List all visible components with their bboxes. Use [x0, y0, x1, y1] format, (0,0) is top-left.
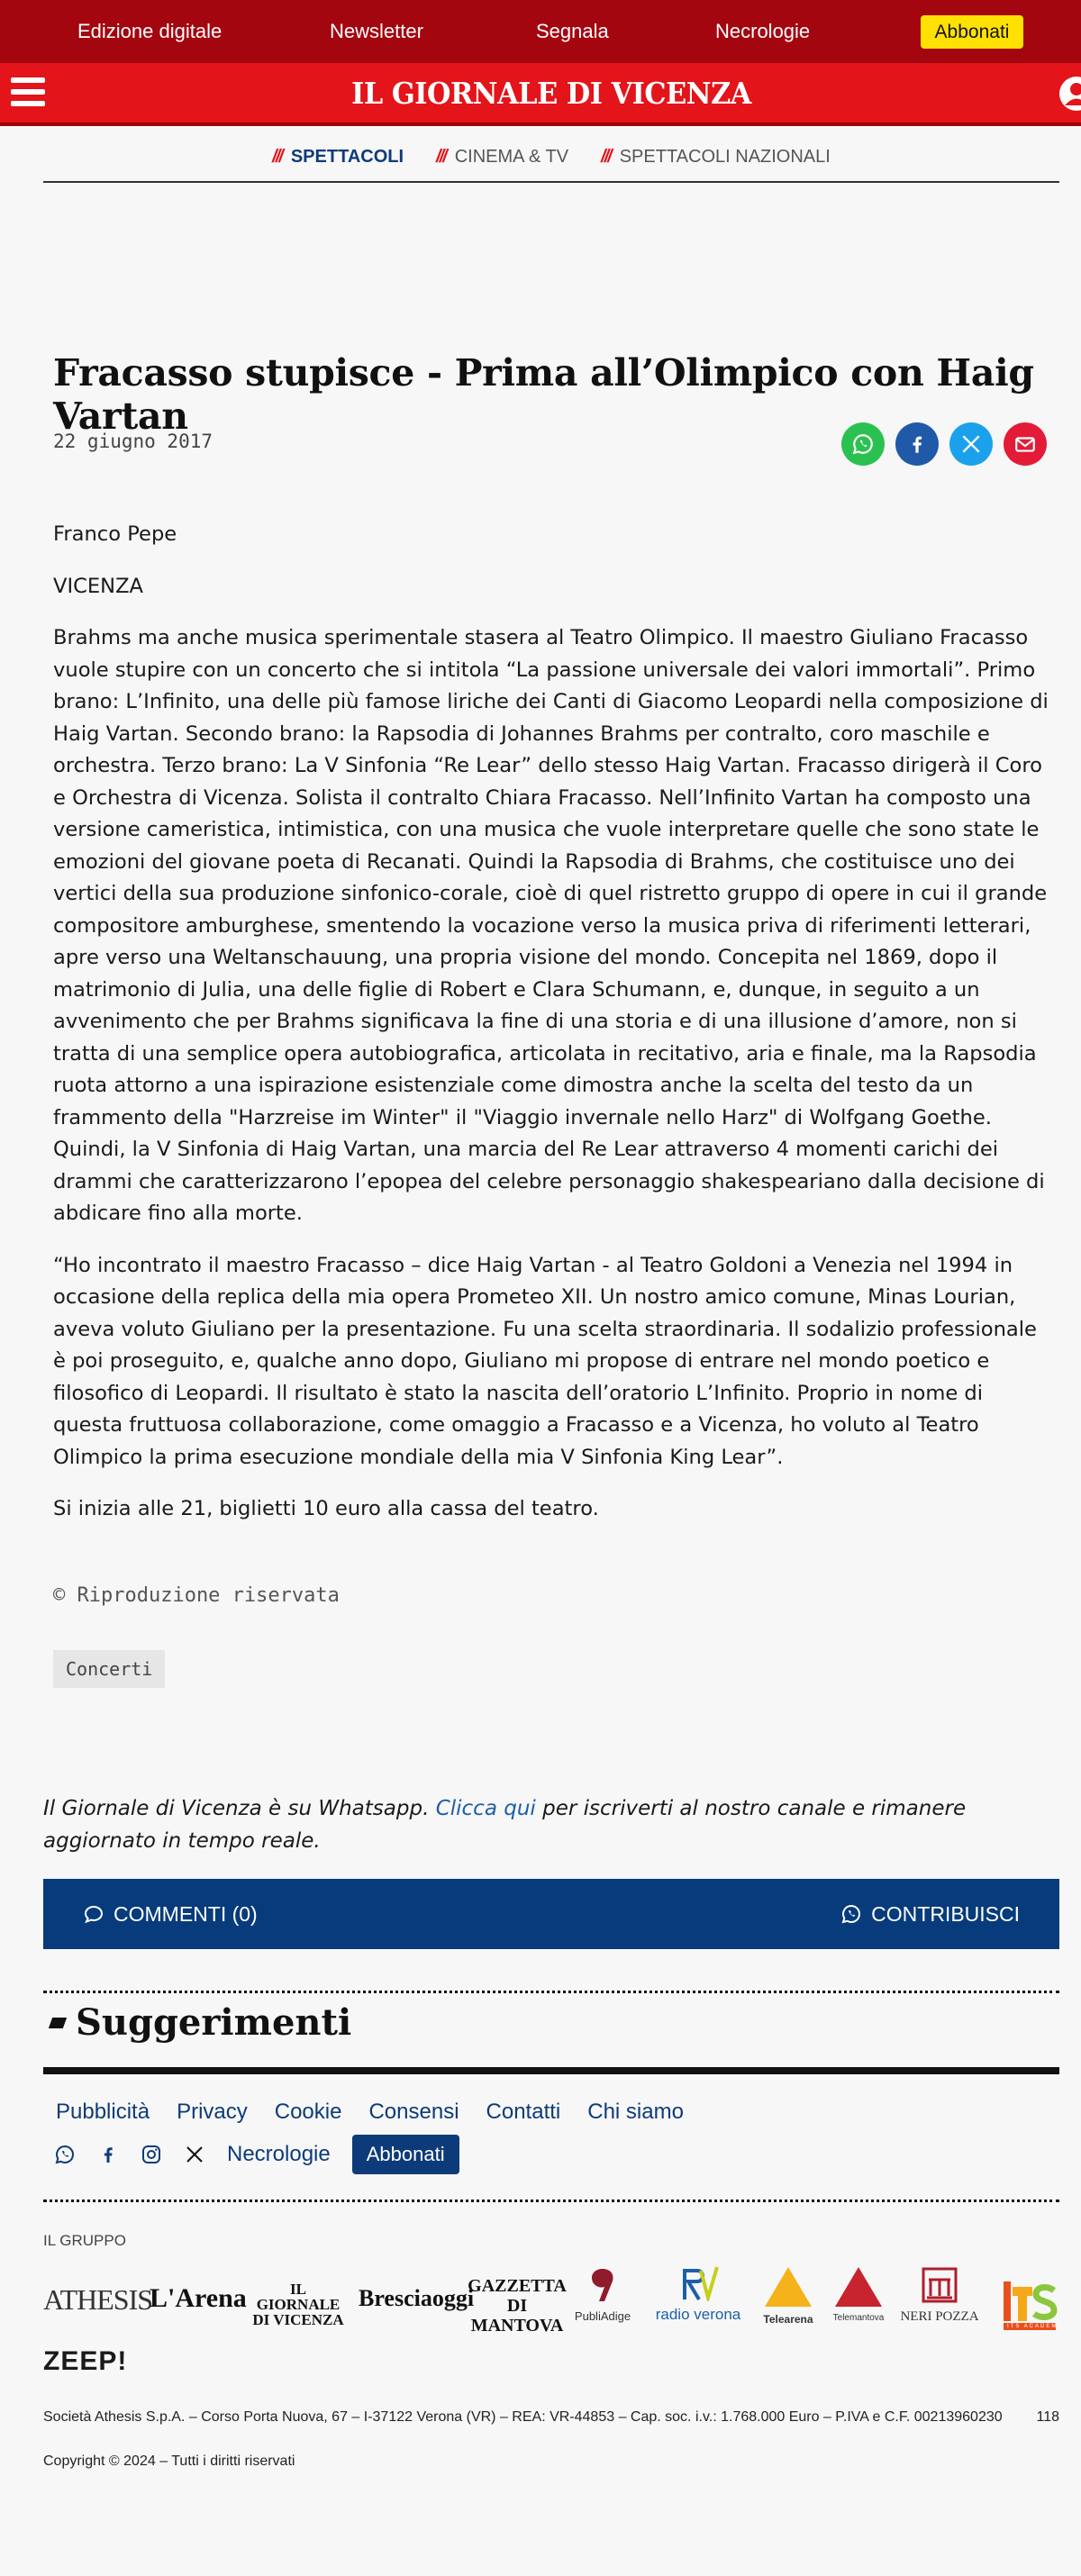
- its-academy-mark-icon: [991, 2272, 1059, 2330]
- promo-text: Il Giornale di Vicenza è su Whatsapp.: [43, 1797, 436, 1820]
- neri-pozza-label: NERI POZZA: [900, 2309, 979, 2324]
- article-body: [53, 519, 1055, 1546]
- abbonati-button[interactable]: Abbonati: [921, 15, 1023, 49]
- nav-label: SPETTACOLI NAZIONALI: [619, 147, 831, 167]
- logo-bresciaoggi[interactable]: Bresciaoggi: [359, 2285, 475, 2311]
- footer-link-privacy[interactable]: Privacy: [177, 2100, 248, 2124]
- group-logos: [43, 2265, 1064, 2337]
- share-email-button[interactable]: [1004, 422, 1047, 466]
- footer-link-consensi[interactable]: Consensi: [368, 2100, 459, 2124]
- footer-link-pubblicita[interactable]: Pubblicità: [56, 2100, 150, 2124]
- article-title: Fracasso stupisce - Prima all’Olimpico con Haig Vartan: [53, 351, 1034, 438]
- article-date: 22 giugno 2017: [53, 431, 213, 452]
- divider: [43, 1991, 1059, 1993]
- logo-publiadige[interactable]: [571, 2265, 634, 2323]
- share-x-button[interactable]: [949, 422, 993, 466]
- mail-icon: [1013, 432, 1037, 456]
- radio-verona-mark-icon: [676, 2265, 721, 2301]
- whatsapp-link[interactable]: Clicca qui: [435, 1797, 536, 1820]
- logo-athesis[interactable]: ATHESIS: [43, 2283, 153, 2316]
- nav-cinema-tv[interactable]: [436, 147, 568, 168]
- whatsapp-icon: [840, 1903, 862, 1925]
- brand-bar: [0, 63, 1081, 126]
- group-label: IL GRUPPO: [43, 2232, 126, 2249]
- edizione-digitale-link[interactable]: Edizione digitale: [77, 20, 223, 42]
- promo-text: per iscriverti al nostro canale e rimanere aggiornato in tempo reale.: [43, 1797, 967, 1853]
- top-bar: [0, 0, 1081, 63]
- nav-separator: ///: [601, 147, 611, 167]
- copyright: Copyright © 2024 – Tutti i diritti riservati: [43, 2454, 295, 2469]
- nav-label: SPETTACOLI: [290, 147, 404, 167]
- logo-radio-verona[interactable]: [649, 2265, 748, 2324]
- company-text: Società Athesis S.p.A. – Corso Porta Nuova, 67 – I-37122 Verona (VR) – REA: VR-44853 – Cap. soc. i.v.: 1.768.000 Euro – P.IVA e C.F. 00213960230: [43, 2409, 1003, 2425]
- footer-link-contatti[interactable]: Contatti: [486, 2100, 561, 2124]
- footer-necrologie-link[interactable]: Necrologie: [227, 2142, 331, 2166]
- page-number: 118: [1036, 2409, 1059, 2425]
- x-icon: [959, 432, 983, 456]
- x-icon[interactable]: [184, 2144, 205, 2165]
- comment-icon: [83, 1903, 104, 1925]
- logo-gazzetta-mantova[interactable]: GAZZETTA DI MANTOVA: [468, 2276, 567, 2336]
- article-paragraph: Si inizia alle 21, biglietti 10 euro alla cassa del teatro.: [53, 1497, 599, 1520]
- nav-separator: ///: [272, 147, 282, 167]
- nav-label: CINEMA & TV: [454, 147, 569, 167]
- segnala-link[interactable]: Segnala: [536, 20, 609, 42]
- necrologie-link[interactable]: Necrologie: [715, 20, 811, 42]
- whatsapp-icon: [851, 432, 875, 456]
- footer-social-row: [54, 2135, 459, 2174]
- contribute-button[interactable]: [840, 1902, 1020, 1927]
- its-academy-label: ITS ACADEMY: [1007, 2324, 1064, 2329]
- article-paragraph: Brahms ma anche musica sperimentale stasera al Teatro Olimpico. Il maestro Giuliano Fracasso vuole stupire con un concerto che si intitola “La passione universale dei valori immortali”. Primo brano: L’Infinito, una delle più famose liriche dei Canti di Giacomo Leopardi nella composizione di Haig Vartan. Secondo brano: la Rapsodia di Johannes Brahms per contralto, coro maschile e orchestra. Terzo brano: La V Sinfonia “Re Lear” dello stesso Haig Vartan. Fracasso dirigerà il Coro e Orchestra di Vicenza. Solista il contralto Chiara Fracasso. Nell’Infinito Vartan ha composto una versione cameristica, intimistica, con una musica che vuole interpretare quelle che sono state le emozioni del giovane poeta di Recanati. Quindi la Rapsodia di Brahms, che costituisce uno dei vertici della sua produzione sinfonico-corale, cioè di quel ristretto gruppo di opere in cui il grande compositore amburghese, smentendo la vocazione verso la musica priva di riferimenti letterari, apre verso una Weltanschauung, una propria visione del mondo. Concepita nel 1869, dopo il matrimonio di Julia, una delle figlie di Robert e Clara Schumann, e, dunque, in seguito a un avvenimento che per Brahms significava la fine di una storia e di una illusione d’amore, non si tratta di una semplice opera autobiografica, articolata in recitativo, aria e finale, ma la Rapsodia ruota attorno a una ispirazione esistenziale come dimostra anche la scelta del testo da un frammento della "Harzreise im Winter" il "Viaggio invernale nello Harz" di Wolfgang Goethe. Quindi, la V Sinfonia di Haig Vartan, una marcia del Re Lear attraverso 4 momenti carichi dei drammi che caratterizzarono l’epopea del celebre personaggio shakespeariano dalla decisione di abdicare fino alla morte.: [53, 626, 1049, 1225]
- share-whatsapp-button[interactable]: [841, 422, 885, 466]
- radio-verona-label: radio verona: [655, 2306, 741, 2323]
- menu-icon[interactable]: [11, 77, 45, 110]
- publiadige-mark-icon: [583, 2265, 622, 2305]
- logo-telearena[interactable]: [757, 2265, 820, 2326]
- comments-bar: [43, 1879, 1059, 1949]
- telemantova-label: Telemantova: [832, 2313, 885, 2323]
- company-info: [43, 2409, 1059, 2426]
- suggestions-heading: [50, 2001, 351, 2044]
- tag-concerti[interactable]: Concerti: [53, 1650, 165, 1688]
- nav-spettacoli-nazionali[interactable]: [601, 147, 831, 168]
- suggestions-title: Suggerimenti: [76, 2001, 352, 2044]
- nav-separator: ///: [436, 147, 446, 167]
- comments-button[interactable]: [83, 1902, 258, 1927]
- divider: [43, 2067, 1059, 2074]
- nav-spettacoli[interactable]: [272, 147, 404, 168]
- footer-link-chi-siamo[interactable]: Chi siamo: [587, 2100, 684, 2124]
- contribute-label: CONTRIBUISCI: [871, 1901, 1020, 1926]
- neri-pozza-mark-icon: [920, 2265, 959, 2305]
- logo-its-academy[interactable]: [991, 2272, 1064, 2330]
- section-nav: [43, 133, 1059, 183]
- telemantova-mark-icon: [833, 2265, 884, 2308]
- logo-larena[interactable]: L'Arena: [150, 2283, 247, 2313]
- user-icon[interactable]: [1058, 76, 1081, 112]
- comments-label: COMMENTI (0): [114, 1901, 258, 1926]
- logo-telemantova[interactable]: [827, 2265, 890, 2323]
- footer-abbonati-button[interactable]: Abbonati: [352, 2135, 459, 2174]
- article-author: Franco Pepe: [53, 522, 177, 546]
- copyright-note: © Riproduzione riservata: [53, 1584, 340, 1607]
- article-paragraph: “Ho incontrato il maestro Fracasso – dice Haig Vartan - al Teatro Goldoni a Venezia nel 1994 in occasione della replica della mia opera Prometeo XII. Un nostro amico comune, Minas Lourian, aveva voluto Giuliano per la presentazione. Fu una scelta straordinaria. Il sodalizio professionale è poi proseguito, e, qualche anno dopo, Giuliano mi propose di entrare nel mondo poetico e filosofico di Leopardi. Il risultato è stato la nascita dell’oratorio L’Infinito. Proprio in nome di questa fruttuosa collaborazione, come omaggio a Fracasso e a Vicenza, ho voluto al Teatro Olimpico la prima esecuzione mondiale della mia V Sinfonia King Lear”.: [53, 1253, 1037, 1469]
- logo-zeep[interactable]: ZEEP!: [43, 2346, 128, 2376]
- article-location: VICENZA: [53, 574, 144, 598]
- share-facebook-button[interactable]: [895, 422, 939, 466]
- logo-giornale-vicenza[interactable]: IL GIORNALE DI VICENZA: [252, 2281, 344, 2328]
- brand-logo[interactable]: IL GIORNALE DI VICENZA: [351, 76, 751, 111]
- newsletter-link[interactable]: Newsletter: [330, 20, 423, 42]
- whatsapp-promo: [43, 1792, 1061, 1857]
- whatsapp-icon[interactable]: [54, 2144, 76, 2165]
- publiadige-label: PubliAdige: [574, 2309, 631, 2323]
- heading-mark-icon: [49, 2018, 67, 2028]
- facebook-icon: [905, 432, 929, 456]
- footer-links: [56, 2100, 684, 2125]
- facebook-icon[interactable]: [97, 2144, 119, 2165]
- instagram-icon[interactable]: [141, 2144, 162, 2165]
- logo-neri-pozza[interactable]: [890, 2265, 989, 2325]
- telearena-mark-icon: [763, 2265, 813, 2308]
- divider: [43, 2200, 1059, 2202]
- footer-link-cookie[interactable]: Cookie: [274, 2100, 342, 2124]
- telearena-label: Telearena: [763, 2313, 813, 2326]
